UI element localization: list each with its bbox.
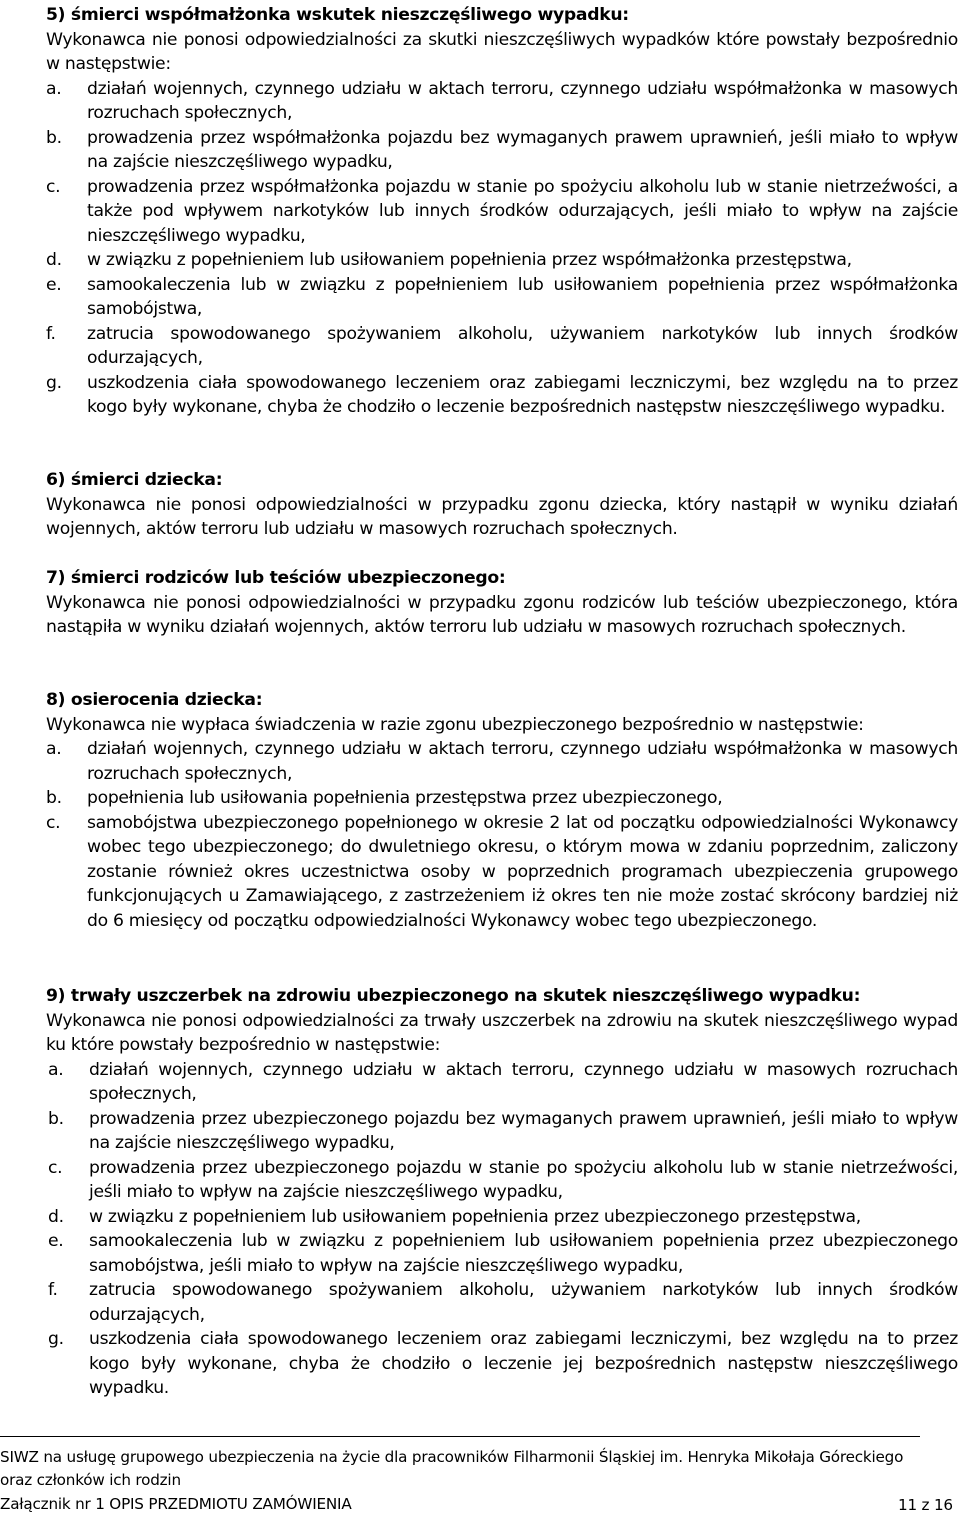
item-text: samobójstwa ubezpieczonego popełnionego w okresie 2 lat od początku odpowiedzialności Wykonawcy wobec tego ubezpieczonego; do dwuletniego okresu, o którym mowa w zdaniu poprzednim, zaliczony zostanie również okres uczestnictwa osoby w poprzednich programach ubezpieczenia grupowego funkcjonujących u Zamawiającego, z zastrzeżeniem iż okres ten nie może zostać skrócony bardziej niż do 6 miesięcy od początku odpowiedzialności Wykonawcy wobec tego ubezpieczonego. [87, 812, 958, 931]
list-item [46, 175, 958, 249]
section-heading: 9) trwały uszczerbek na zdrowiu ubezpieczonego na skutek nieszczęśliwego wypadku: [46, 986, 861, 1006]
item-text: prowadzenia przez ubezpieczonego pojazdu w stanie po spożyciu alkoholu lub w stanie nietrzeźwości, jeśli miało to wpływ na zajście nieszczęśliwego wypadku, [89, 1157, 958, 1202]
item-letter: b. [46, 127, 62, 148]
list-item [46, 77, 958, 126]
item-text: prowadzenia przez współmałżonka pojazdu bez wymaganych prawem uprawnień, jeśli miało to wpływ na zajście nieszczęśliwego wypadku, [87, 127, 958, 172]
section-intro: Wykonawca nie ponosi odpowiedzialności za trwały uszczerbek na zdrowiu na skutek nieszczęśliwego wypad ku które powstały bezpośrednio w następstwie: [46, 1010, 958, 1055]
section-heading: 7) śmierci rodziców lub teściów ubezpieczonego: [46, 568, 506, 588]
list-item [46, 786, 958, 811]
footer-document-title: SIWZ na usługę grupowego ubezpieczenia na życie dla pracowników Filharmonii Śląskiej im. Henryka Mikołaja Góreckiego oraz członków ich rodzin [0, 1448, 904, 1489]
list-item [46, 126, 958, 175]
footer-attachment-label: Załącznik nr 1 OPIS PRZEDMIOTU ZAMÓWIENIA [0, 1495, 352, 1513]
section-7 [46, 566, 958, 640]
section-intro: Wykonawca nie ponosi odpowiedzialności za skutki nieszczęśliwych wypadków które powstały bezpośrednio w następstwie: [46, 29, 958, 74]
section-8 [46, 688, 958, 933]
item-text: działań wojennych, czynnego udziału w aktach terroru, czynnego udziału współmałżonka w masowych rozruchach społecznych, [87, 78, 958, 123]
item-letter: g. [46, 372, 62, 393]
item-text: prowadzenia przez współmałżonka pojazdu w stanie po spożyciu alkoholu lub w stanie nietrzeźwości, a także pod wpływem narkotyków lub innych środków odurzających, jeśli miało to wpływ na zajście nieszczęśliwego wypadku, [87, 176, 958, 246]
item-text: w związku z popełnieniem lub usiłowaniem popełnienia przez współmałżonka przestępstwa, [87, 250, 852, 270]
exclusion-list [48, 1058, 958, 1401]
item-letter: g. [48, 1329, 64, 1349]
page-number: 11 z 16 [898, 1496, 953, 1514]
list-item [48, 1327, 958, 1401]
item-text: działań wojennych, czynnego udziału w aktach terroru, czynnego udziału współmałżonka w masowych rozruchach społecznych, [87, 739, 958, 784]
list-item [48, 1278, 958, 1327]
exclusion-list [46, 737, 958, 933]
section-heading: 5) śmierci współmałżonka wskutek nieszczęśliwego wypadku: [46, 5, 629, 25]
list-item [48, 1229, 958, 1278]
section-intro: Wykonawca nie ponosi odpowiedzialności w przypadku zgonu dziecka, który nastąpił w wyniku działań wojennych, aktów terroru lub udziału w masowych rozruchach społecznych. [46, 494, 958, 539]
item-letter: f. [48, 1280, 58, 1300]
list-item [48, 1156, 958, 1205]
item-text: działań wojennych, czynnego udziału w aktach terroru, czynnego udziału w masowych rozruchach społecznych, [89, 1059, 958, 1104]
item-letter: c. [48, 1157, 63, 1178]
item-letter: a. [46, 739, 62, 759]
item-text: uszkodzenia ciała spowodowanego leczeniem oraz zabiegami leczniczymi, bez względu na to przez kogo były wykonane, chyba że chodziło o leczenie jej bezpośrednich następstw nieszczęśliwego wypadku. [89, 1329, 958, 1398]
list-item [48, 1205, 958, 1230]
item-text: samookaleczenia lub w związku z popełnieniem lub usiłowaniem popełnienia przez ubezpieczonego samobójstwa, jeśli miało to wpływ na zajście nieszczęśliwego wypadku, [89, 1231, 958, 1276]
item-letter: d. [48, 1206, 64, 1227]
item-letter: a. [46, 78, 62, 99]
section-5 [46, 3, 958, 420]
item-letter: a. [48, 1059, 64, 1080]
item-letter: c. [46, 176, 61, 197]
item-text: zatrucia spowodowanego spożywaniem alkoholu, używaniem narkotyków lub innych środków odurzających, [89, 1280, 958, 1325]
list-item [48, 1058, 958, 1107]
list-item [46, 273, 958, 322]
item-letter: c. [46, 812, 61, 833]
list-item [46, 737, 958, 786]
section-heading: 8) osierocenia dziecka: [46, 690, 263, 710]
item-letter: d. [46, 250, 62, 270]
item-letter: f. [46, 323, 56, 344]
item-text: popełnienia lub usiłowania popełnienia przestępstwa przez ubezpieczonego, [87, 788, 723, 808]
section-9 [46, 984, 958, 1401]
exclusion-list [46, 77, 958, 420]
item-text: w związku z popełnieniem lub usiłowaniem popełnienia przez ubezpieczonego przestępstwa, [89, 1206, 861, 1227]
list-item [46, 248, 958, 273]
list-item [46, 322, 958, 371]
list-item [46, 371, 958, 420]
item-letter: e. [48, 1231, 64, 1251]
item-letter: b. [46, 788, 62, 808]
section-intro: Wykonawca nie wypłaca świadczenia w razie zgonu ubezpieczonego bezpośrednio w następstwie: [46, 714, 864, 735]
item-text: zatrucia spowodowanego spożywaniem alkoholu, używaniem narkotyków lub innych środków odurzających, [87, 323, 958, 368]
item-letter: e. [46, 274, 62, 295]
item-text: prowadzenia przez ubezpieczonego pojazdu bez wymaganych prawem uprawnień, jeśli miało to wpływ na zajście nieszczęśliwego wypadku, [89, 1108, 958, 1153]
item-text: samookaleczenia lub w związku z popełnieniem lub usiłowaniem popełnienia przez współmałżonka samobójstwa, [87, 274, 958, 319]
item-letter: b. [48, 1108, 64, 1129]
section-6 [46, 468, 958, 542]
footer-divider [0, 1436, 920, 1437]
list-item [48, 1107, 958, 1156]
section-heading: 6) śmierci dziecka: [46, 470, 223, 490]
section-intro: Wykonawca nie ponosi odpowiedzialności w przypadku zgonu rodziców lub teściów ubezpieczonego, która nastąpiła w wyniku działań wojennych, aktów terroru lub udziału w masowych rozruchach społecznych. [46, 592, 958, 637]
list-item [46, 811, 958, 934]
item-text: uszkodzenia ciała spowodowanego leczeniem oraz zabiegami leczniczymi, bez względu na to przez kogo były wykonane, chyba że chodziło o leczenie bezpośrednich następstw nieszczęśliwego wypadku. [87, 372, 958, 417]
